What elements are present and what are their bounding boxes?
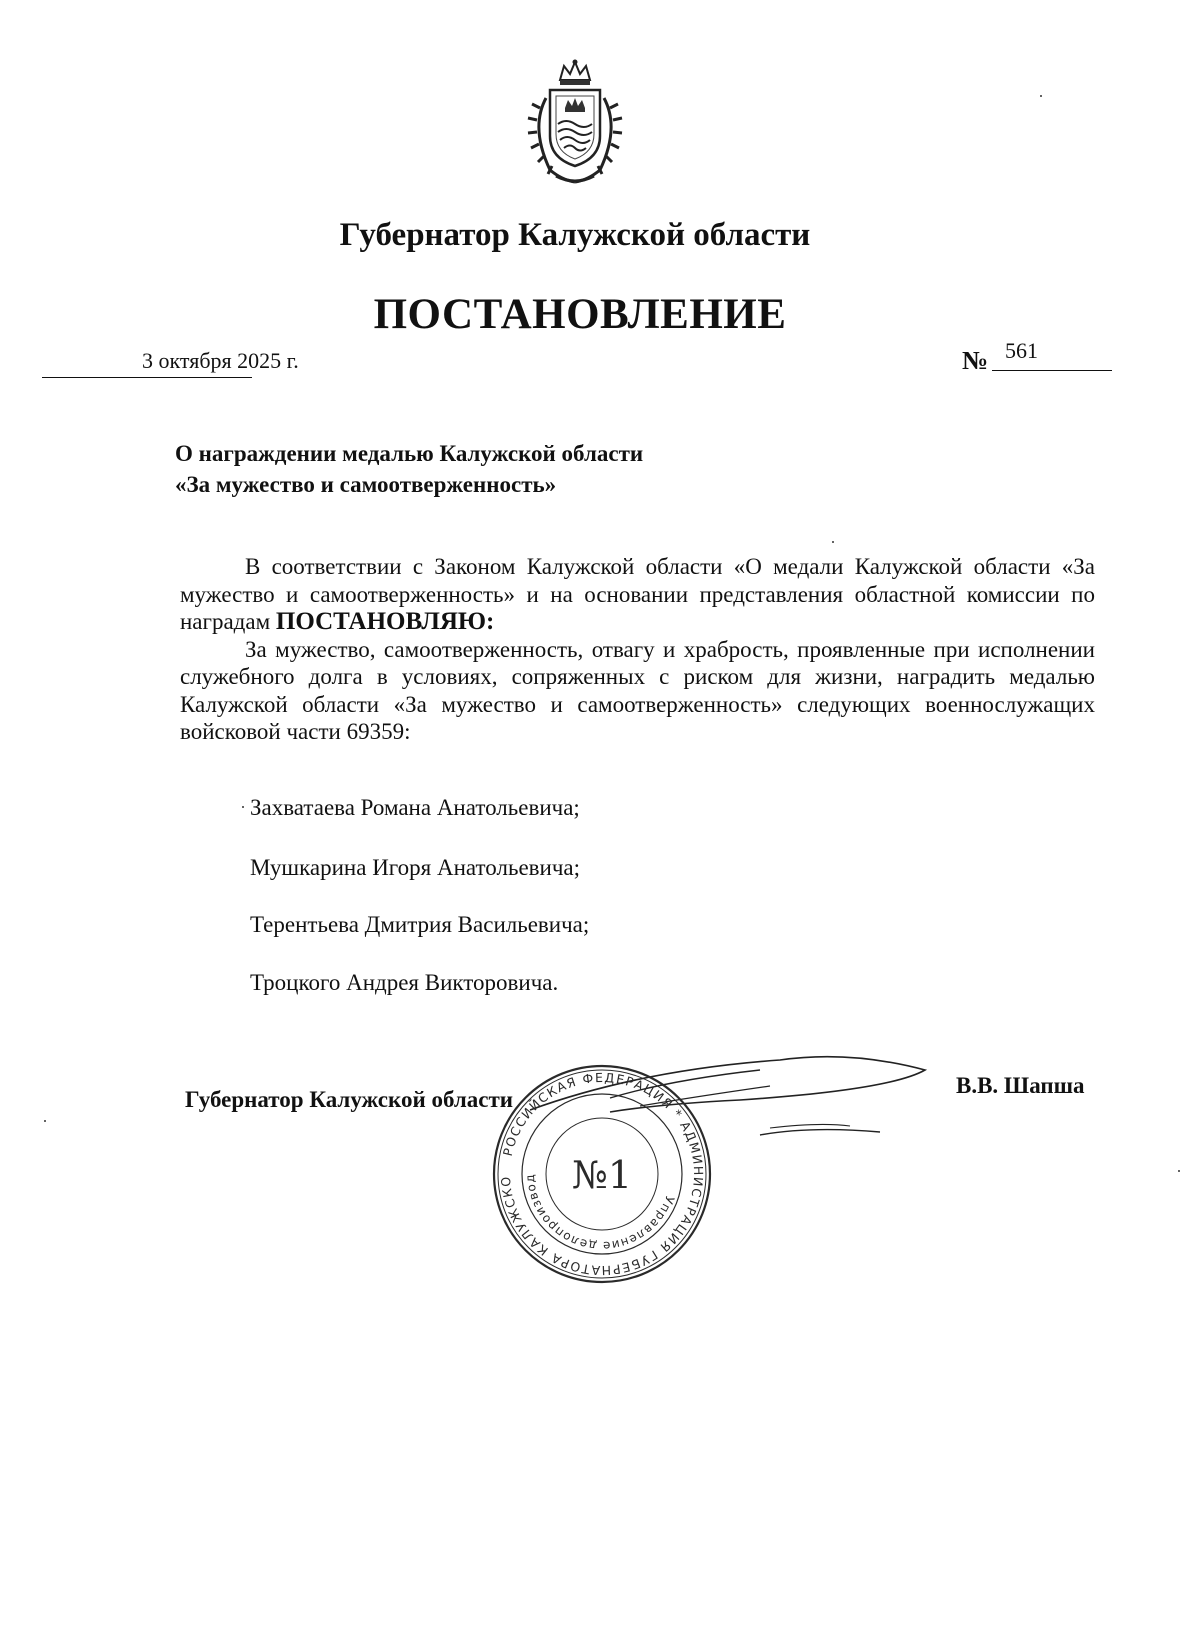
svg-text:№1: №1 xyxy=(571,1153,633,1197)
scan-speck xyxy=(832,541,834,543)
document-type: ПОСТАНОВЛЕНИЕ xyxy=(373,291,787,338)
number-underline xyxy=(992,370,1112,371)
scan-speck xyxy=(44,1120,46,1122)
document-body xyxy=(180,553,1095,746)
document-subject xyxy=(175,438,643,500)
scan-speck xyxy=(242,806,244,808)
signatory-title: Губернатор Калужской области xyxy=(185,1087,514,1112)
recipient-item: Терентьева Дмитрия Васильевича; xyxy=(250,912,590,937)
document-date: 3 октября 2025 г. xyxy=(142,348,299,373)
recipient-item: Троцкого Андрея Викторовича. xyxy=(250,970,559,995)
body-text: В соответствии с Законом Калужской области «О медали Калужской области «За мужество и самоотверженность» и на основании представления областной комиссии по наградам xyxy=(180,554,1095,634)
subject-line: О награждении медалью Калужской области xyxy=(175,441,644,466)
recipient-item: Захватаева Романа Анатольевича; xyxy=(250,795,580,820)
svg-text:РОССИЙСКАЯ ФЕДЕРАЦИЯ * АДМИНИС: РОССИЙСКАЯ ФЕДЕРАЦИЯ * АДМИНИСТРАЦИЯ ГУБЕРНАТОРА КАЛУЖСКО xyxy=(497,1069,707,1279)
scan-speck xyxy=(1040,95,1042,97)
number-label: № xyxy=(962,346,989,375)
body-paragraph xyxy=(180,553,1095,636)
decree-keyword: ПОСТАНОВЛЯЮ: xyxy=(275,608,495,635)
date-underline xyxy=(42,377,252,378)
coat-of-arms-icon xyxy=(520,58,630,188)
svg-text:Управление делопроизводства: Управление делопроизвод xyxy=(522,1173,678,1254)
recipient-item: Мушкарина Игоря Анатольевича; xyxy=(250,855,580,880)
scan-speck xyxy=(1178,1170,1180,1172)
signatory-name: В.В. Шапша xyxy=(956,1073,1085,1098)
official-seal-icon xyxy=(490,1062,714,1286)
subject-line: «За мужество и самоотверженность» xyxy=(175,472,557,497)
issuing-authority: Губернатор Калужской области xyxy=(339,217,811,253)
document-number: 561 xyxy=(1005,338,1038,363)
body-paragraph: За мужество, самоотверженность, отвагу и храбрость, проявленные при исполнении служебного долга в условиях, сопряженных с риском для жизни, наградить медалью Калужской области «За мужество и самоотверженность» следующих военнослужащих войсковой части 69359: xyxy=(180,636,1095,744)
